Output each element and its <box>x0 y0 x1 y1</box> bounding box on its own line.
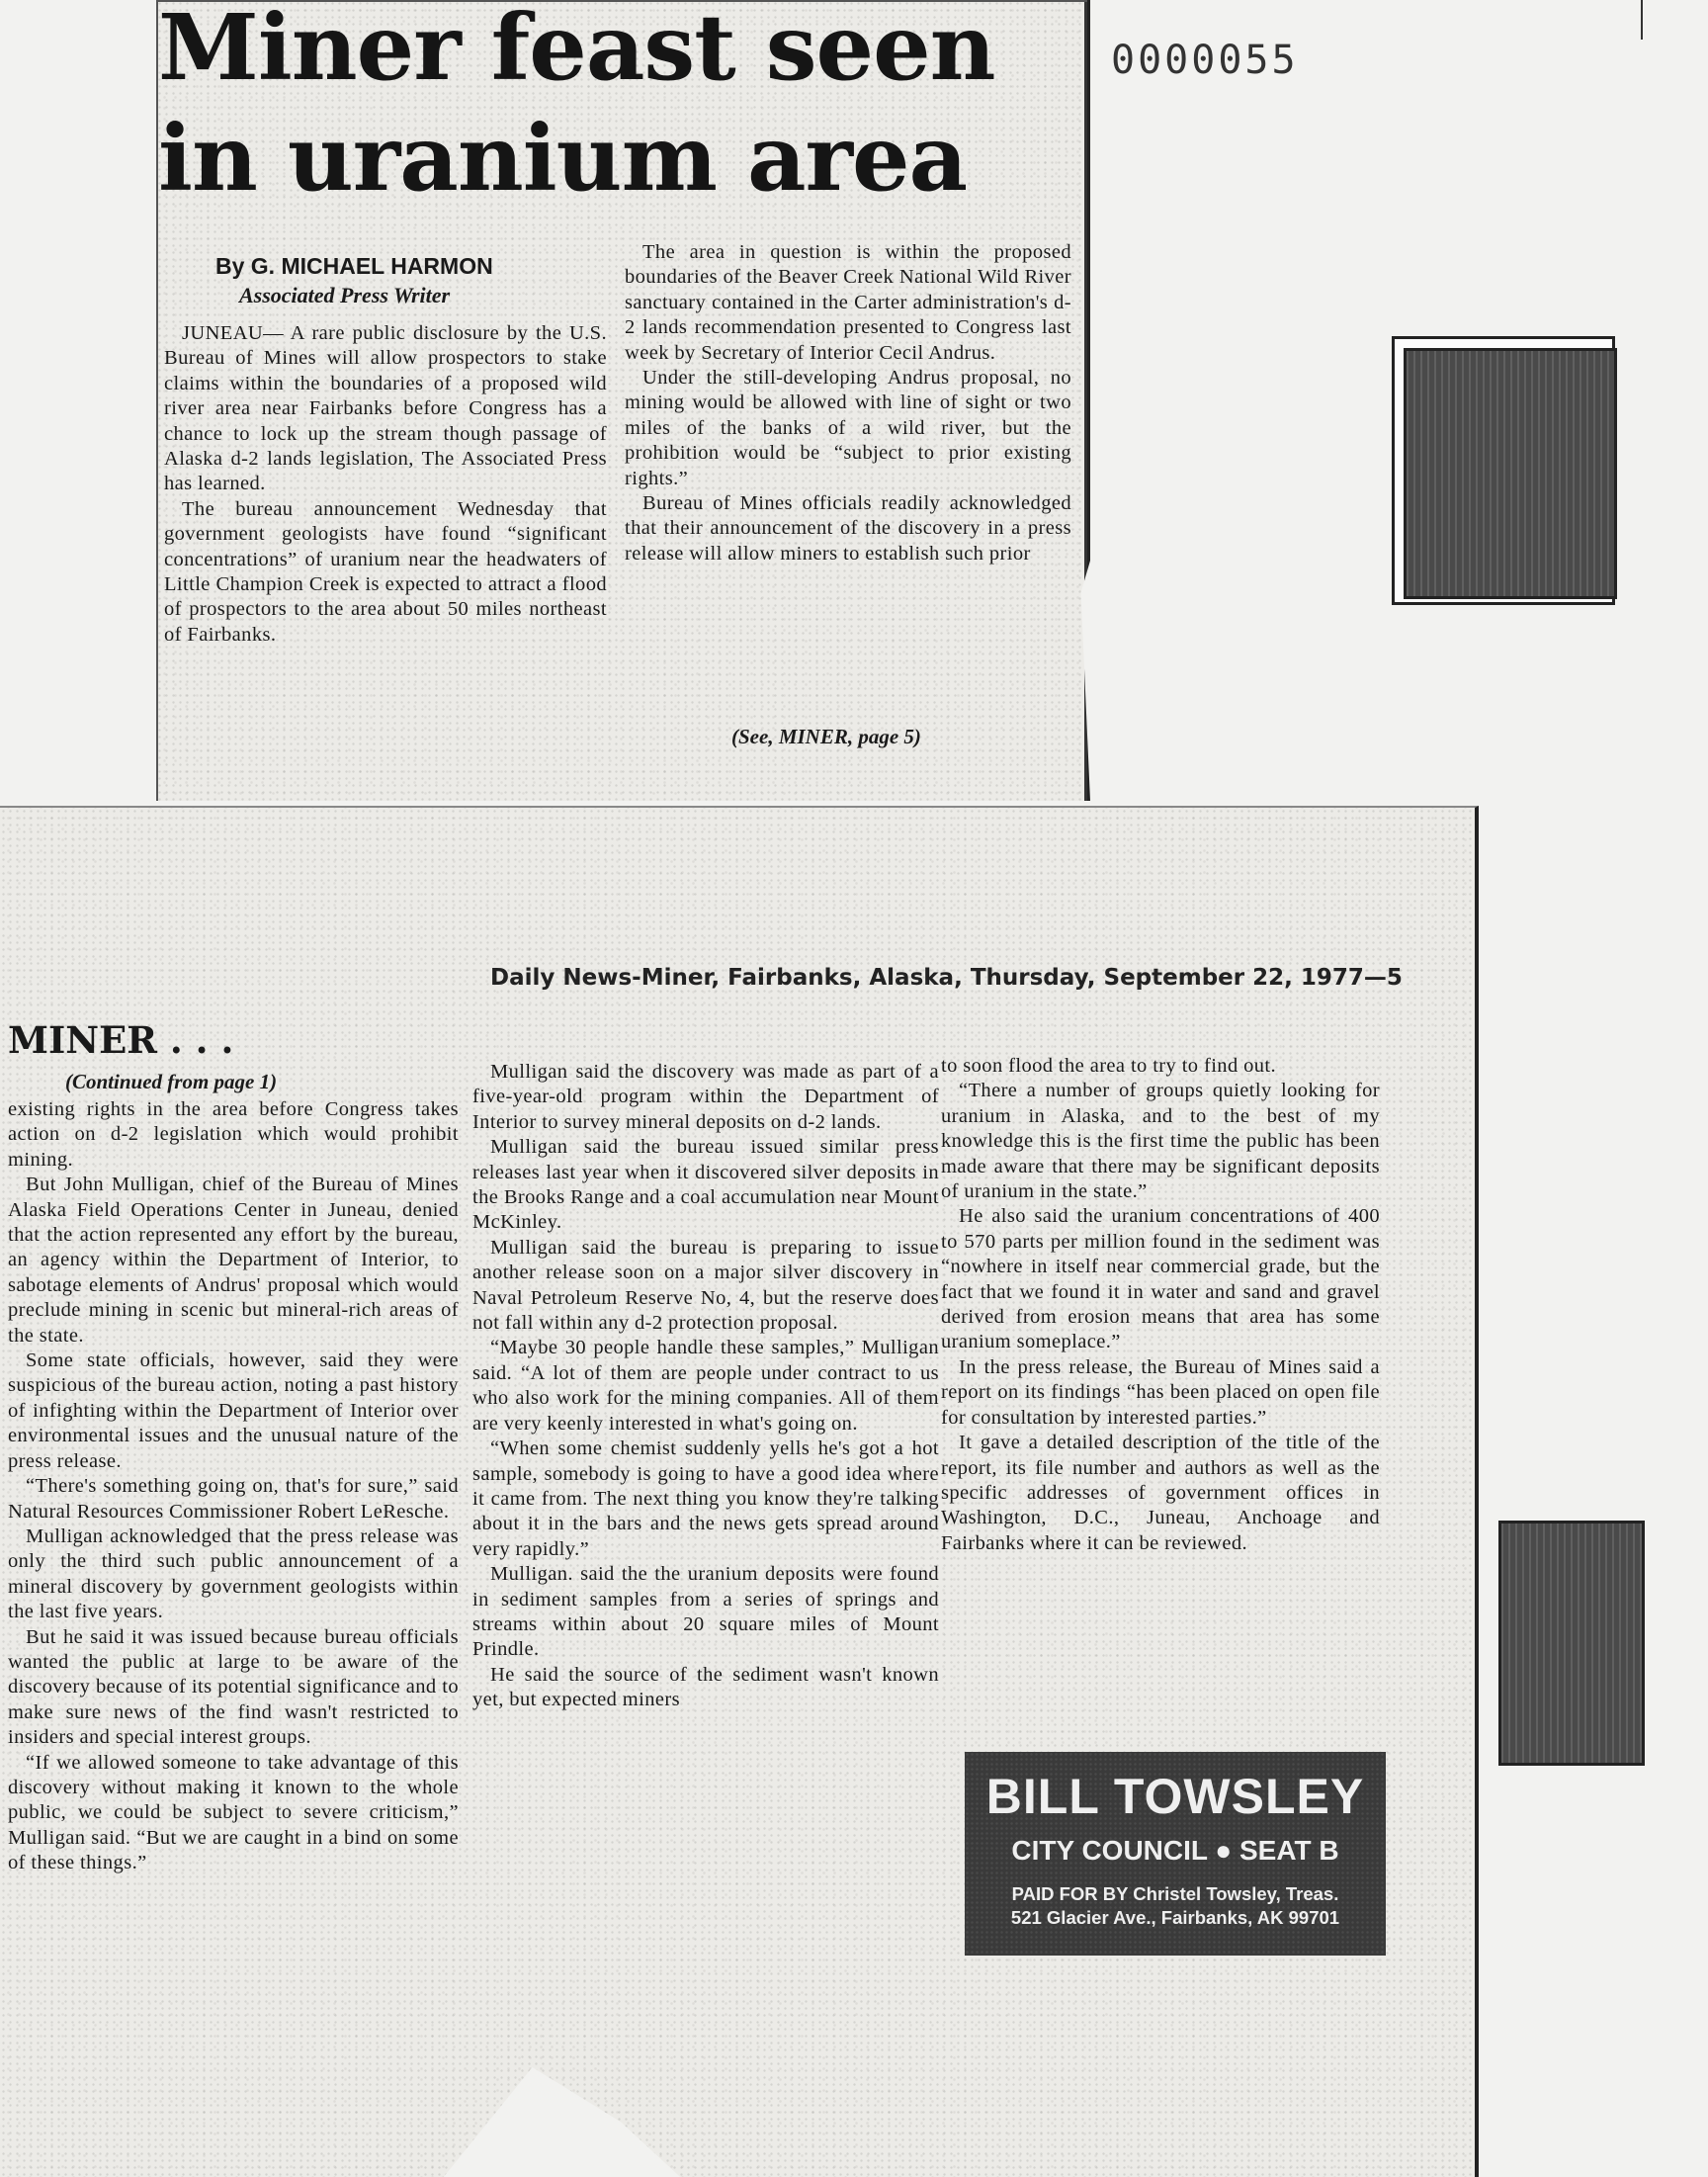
campaign-ad <box>965 1752 1386 1956</box>
bottom-article-column-1 <box>8 1097 459 1876</box>
paragraph: “There a number of groups quietly looking for uranium in Alaska, and to the best of my knowledge this is the first time the public has been made aware that there may be significant deposits of uranium in the state.” <box>941 1080 1380 1203</box>
paragraph: existing rights in the area before Congress takes action on d-2 legislation which would prohibit mining. <box>8 1098 459 1171</box>
paragraph: He said the source of the sediment wasn't known yet, but expected miners <box>472 1663 939 1711</box>
paragraph: JUNEAU— A rare public disclosure by the U.S. Bureau of Mines will allow prospectors to stake claims within the boundaries of a proposed wild river area near Fairbanks before Congress has a chance to lock up the stream though passage of Alaska d-2 lands legislation, The Associated Press has learned. <box>164 322 607 495</box>
ad-paid-line: PAID FOR BY Christel Towsley, Treas. <box>1011 1883 1339 1904</box>
paragraph: Under the still-developing Andrus proposal, no mining would be allowed with line of sight or two miles of the banks of a wild river, but the prohibition would be “subject to prior existing rights.” <box>625 367 1071 489</box>
margin-mark-bottom <box>1498 1521 1645 1766</box>
paragraph: “Maybe 30 people handle these samples,” Mulligan said. “A lot of them are people under contract to us who also work for the mining companies. All of them are very keenly interested in what's going on. <box>472 1337 939 1435</box>
ad-seat: CITY COUNCIL ● SEAT B <box>1011 1835 1339 1866</box>
bottom-article-column-2 <box>472 1060 939 1713</box>
paragraph: Mulligan acknowledged that the press release was only the third such public announcement of a mineral discovery by government geologists within the last five years. <box>8 1524 459 1623</box>
paragraph: He also said the uranium concentrations of 400 to 570 parts per million found in the sediment was “nowhere in itself near commercial grade, but the fact that we found it in water and sand and gravel derived from erosion means that area has some uranium someplace.” <box>941 1205 1380 1353</box>
paragraph: It gave a detailed description of the title of the report, its file number and authors as well as the specific addresses of government offices in Washington, D.C., Juneau, Anchoage and Fairbanks where it can be reviewed. <box>941 1432 1380 1554</box>
paragraph: But he said it was issued because bureau officials wanted the public at large to be aware of the discovery because of its potential significance and to make sure news of the find wasn't restricted to insiders and special interest groups. <box>8 1625 459 1749</box>
paragraph: In the press release, the Bureau of Mines said a report on its findings “has been placed on open file for consultation by interested parties.” <box>941 1355 1380 1429</box>
ad-candidate-name: BILL TOWSLEY <box>985 1769 1365 1824</box>
paragraph: Mulligan said the bureau is preparing to issue another release soon on a major silver discovery in Naval Petroleum Reserve No, 4, but the reserve does not fall within any d-2 protection proposal. <box>472 1236 939 1335</box>
paragraph: Some state officials, however, said they were suspicious of the bureau action, noting a past history of infighting within the Department of Interior over environmental issues and the unusual nature of the press release. <box>8 1350 459 1472</box>
paragraph: Mulligan said the discovery was made as part of a five-year-old program within the Department of Interior to survey mineral deposits on d-2 lands. <box>472 1061 939 1133</box>
headline: Miner feast seen in uranium area <box>158 0 995 212</box>
paragraph: Mulligan. said the the uranium deposits were found in sediment samples from a series of springs and streams within about 20 square miles of Mount Prindle. <box>472 1563 939 1661</box>
dateline: Daily News-Miner, Fairbanks, Alaska, Thursday, September 22, 1977—5 <box>490 965 1403 991</box>
bottom-article-column-3 <box>941 1054 1380 1556</box>
top-article-column-1 <box>164 321 607 648</box>
byline-role: Associated Press Writer <box>239 283 451 307</box>
jump-reference: (See, MINER, page 5) <box>731 725 921 748</box>
paragraph: Mulligan said the bureau issued similar press releases last year when it discovered silver deposits in the Brooks Range and a coal accumulation near Mount McKinley. <box>472 1136 939 1234</box>
paragraph: The bureau announcement Wednesday that government geologists have found “significant concentrations” of uranium near the headwaters of Little Champion Creek is expected to attract a flood of prospectors to the area about 50 miles northeast of Fairbanks. <box>164 497 607 646</box>
ad-address-line: 521 Glacier Ave., Fairbanks, AK 99701 <box>1010 1907 1340 1928</box>
ad-paid-for <box>965 1882 1386 1930</box>
top-article-column-2 <box>625 240 1071 566</box>
paragraph: “If we allowed someone to take advantage of this discovery without making it known to the whole public, we could be subject to severe criticism,” Mulligan said. “But we are caught in a bind on some of these things.” <box>8 1751 459 1874</box>
paragraph: to soon flood the area to try to find out. <box>941 1055 1277 1077</box>
paragraph: “There's something going on, that's for sure,” said Natural Resources Commissioner Robert LeResche. <box>8 1475 459 1523</box>
margin-mark-top <box>1404 348 1617 599</box>
document-stamp: 0000055 <box>1111 38 1299 83</box>
continuation-heading: MINER . . . <box>8 1018 234 1062</box>
margin-line <box>1641 0 1643 40</box>
paragraph: Bureau of Mines officials readily acknowledged that their announcement of the discovery in a press release will allow miners to establish such prior <box>625 492 1071 565</box>
continued-note: (Continued from page 1) <box>65 1070 278 1093</box>
paragraph: But John Mulligan, chief of the Bureau of Mines Alaska Field Operations Center in Juneau, denied that the action represented any effort by the bureau, an agency within the Department of Interior, to sabotage elements of Andrus' proposal which would preclude mining in scenic but mineral-rich areas of the state. <box>8 1174 459 1347</box>
byline: By G. MICHAEL HARMON <box>215 253 493 279</box>
paragraph: “When some chemist suddenly yells he's got a hot sample, somebody is going to have a good idea where it came from. The next thing you know they're talking about it in the bars and the news gets spread around very rapidly.” <box>472 1437 939 1560</box>
paragraph: The area in question is within the proposed boundaries of the Beaver Creek National Wild River sanctuary contained in the Carter administration's d-2 lands recommendation presented to Congress last week by Secretary of Interior Cecil Andrus. <box>625 241 1071 364</box>
